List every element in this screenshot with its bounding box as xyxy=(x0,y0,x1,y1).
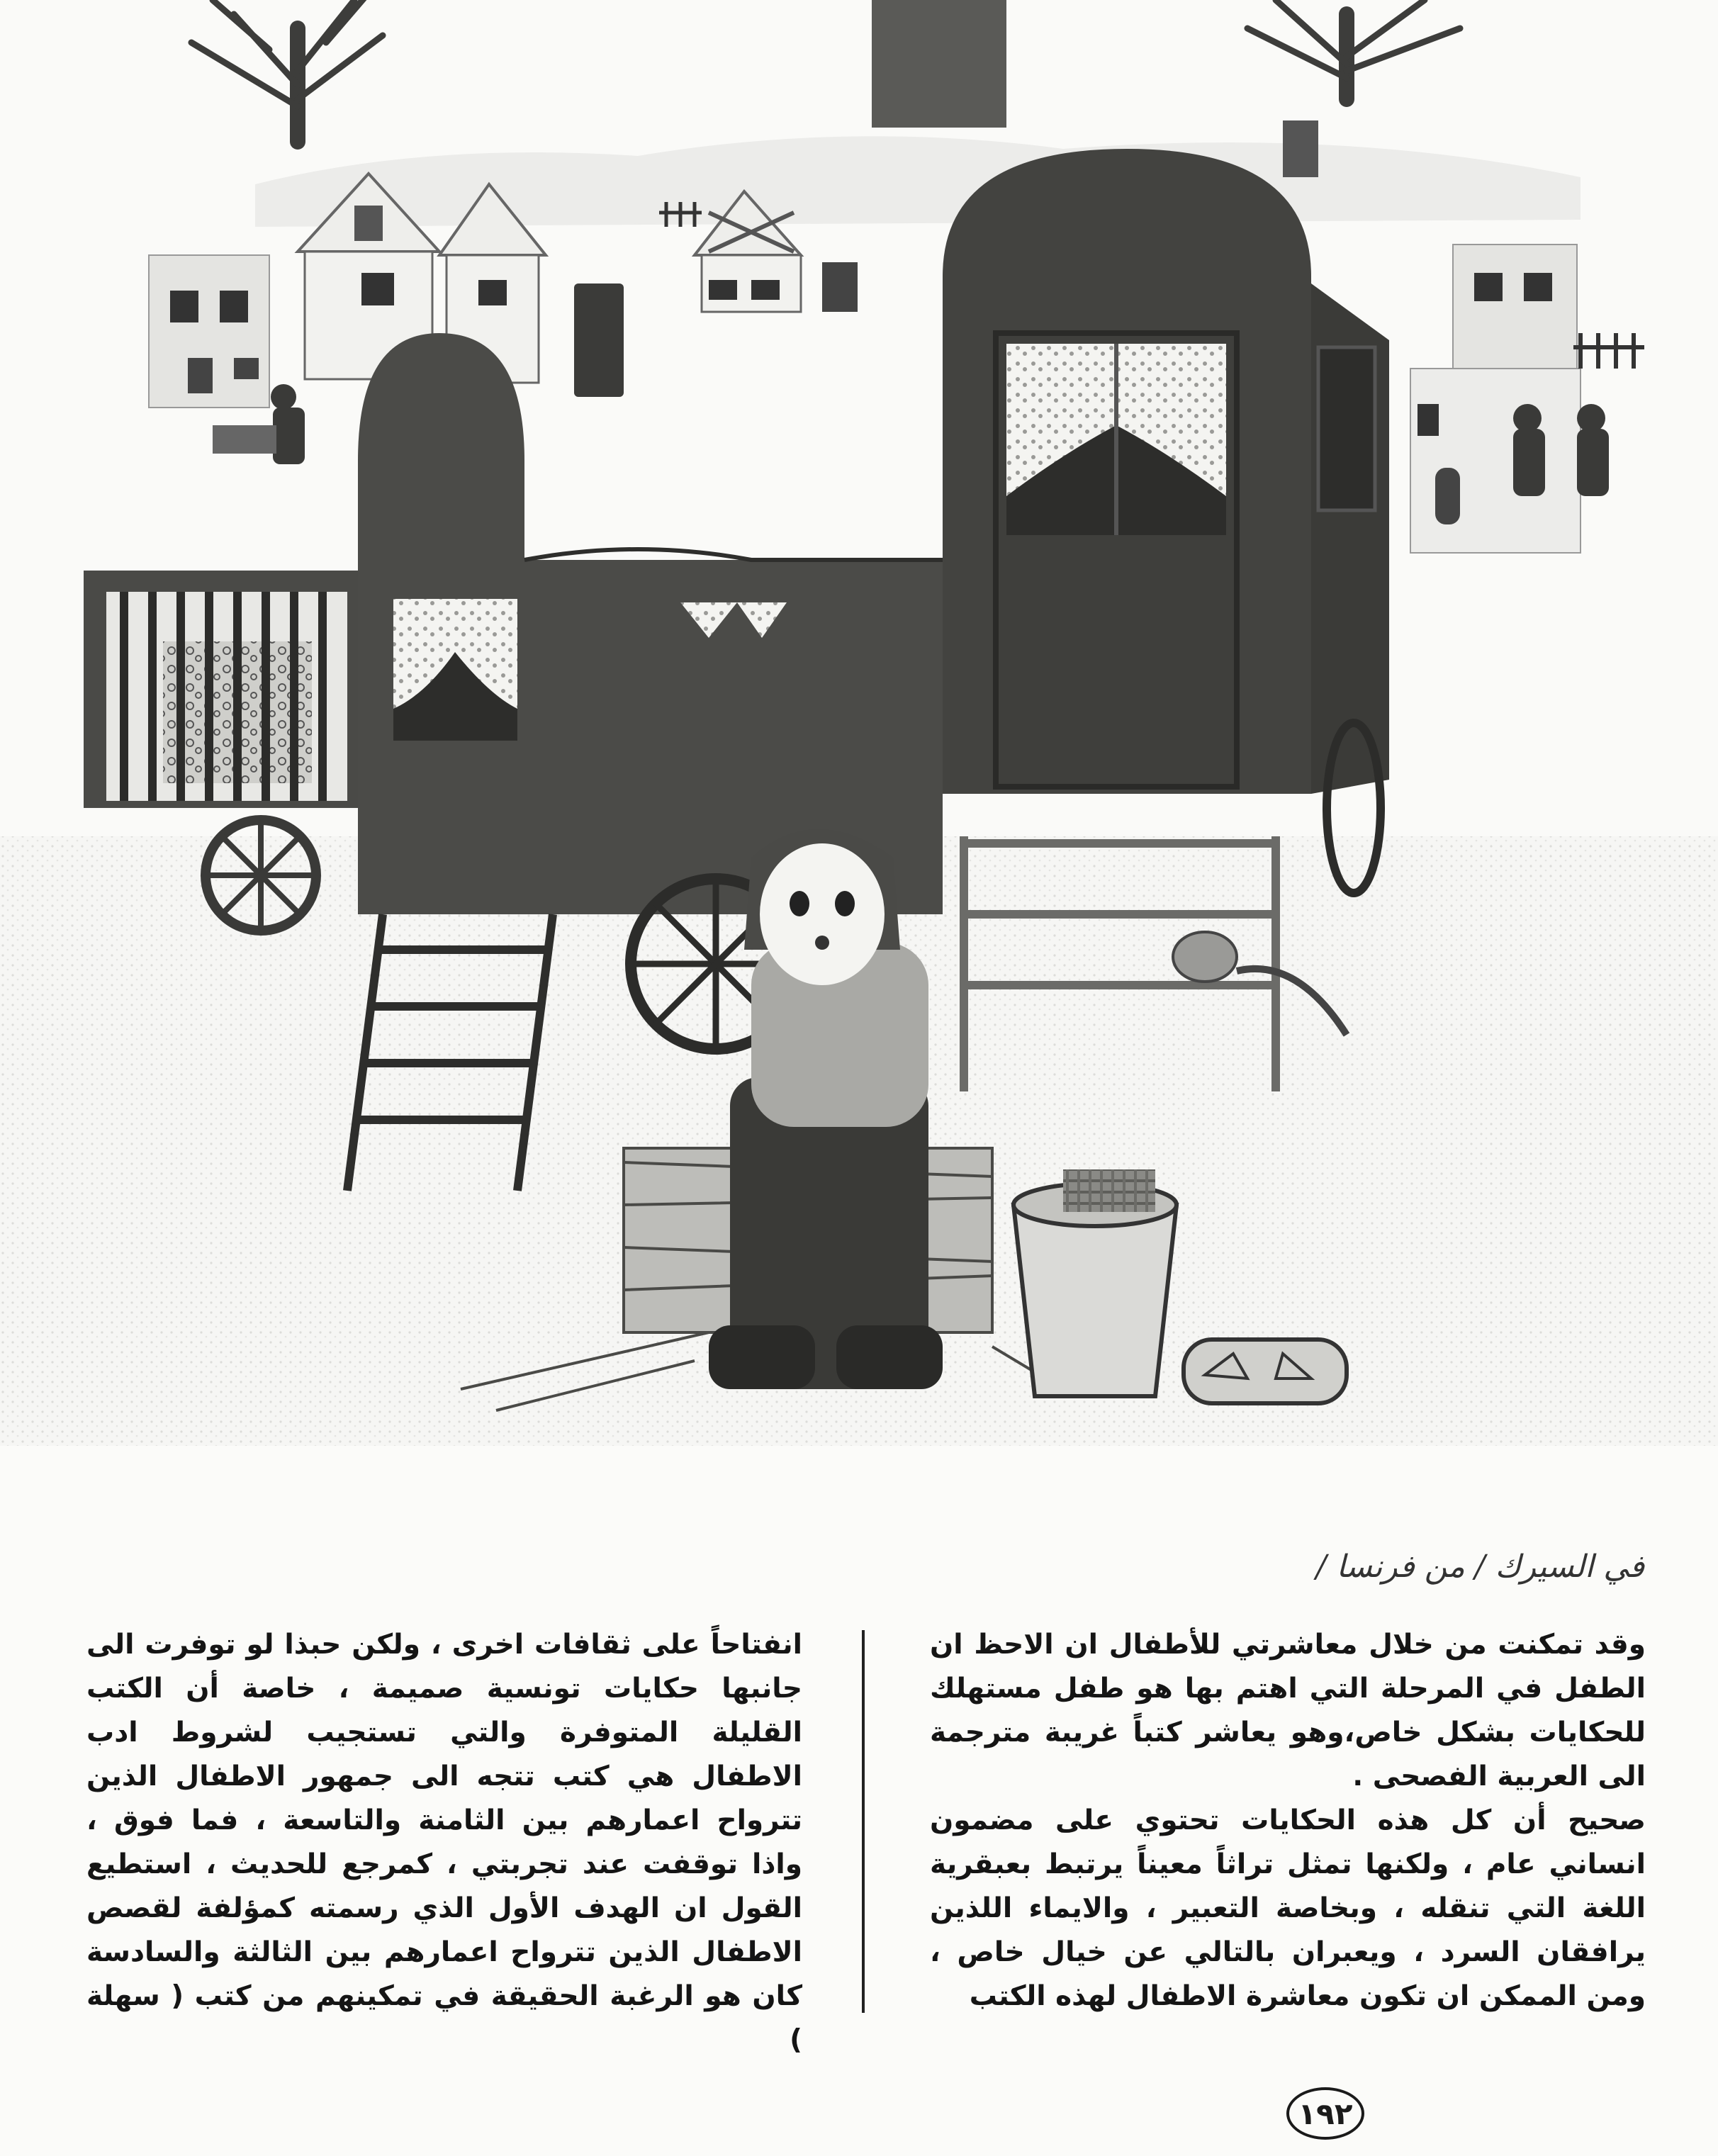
bucket xyxy=(1014,1169,1177,1396)
brush xyxy=(1184,1340,1347,1403)
illustration-caption: في السيرك / من فرنسا / xyxy=(1315,1549,1644,1585)
paragraph: صحيح أن كل هذه الحكايات تحتوي على مضمون انساني عام ، ولكنها تمثل تراثاً معيناً يرتبط بعبقرية اللغة التي تنقله ، وبخاصة التعبير ، والايماء اللذين يرافقان السرد ، ويعبران بالتالي عن خيال خاص ، ومن الممكن ان تكون معاشرة الاطفال لهذه الكتب xyxy=(930,1804,1646,2012)
paragraph: انفتاحاً على ثقافات اخرى ، ولكن حبذا لو توفرت الى جانبها حكايات تونسية صميمة ، خاصة أن الكتب القليلة المتوفرة والتي تستجيب لشروط ادب الاطفال هي كتب تتجه الى جمهور الاطفال الذين تترواح اعمارهم بين الثامنة والتاسعة ، فما فوق ، واذا توقفت عند تجربتي ، كمرجع للحديث ، استطيع القول ان الهدف الأول الذي رسمته كمؤلفة لقصص الاطفال الذين تترواح اعمارهم بين الثالثة والسادسة كان هو الرغبة الحقيقة في تمكينهم من كتب ( سهلة ) xyxy=(86,1629,802,2056)
text-column-left xyxy=(86,1623,802,2056)
text-column-right xyxy=(930,1623,1646,2020)
page-number: ١٩٢ xyxy=(1286,2087,1364,2140)
column-divider xyxy=(862,1630,865,2013)
paragraph: وقد تمكنت من خلال معاشرتي للأطفال ان الاحظ ان الطفل في المرحلة التي اهتم بها هو طفل مستهلك للحكايات بشكل خاص،وهو يعاشر كتباً غريبة مترجمة الى العربية الفصحى . xyxy=(930,1629,1646,1792)
dark-foliage xyxy=(872,0,1006,128)
